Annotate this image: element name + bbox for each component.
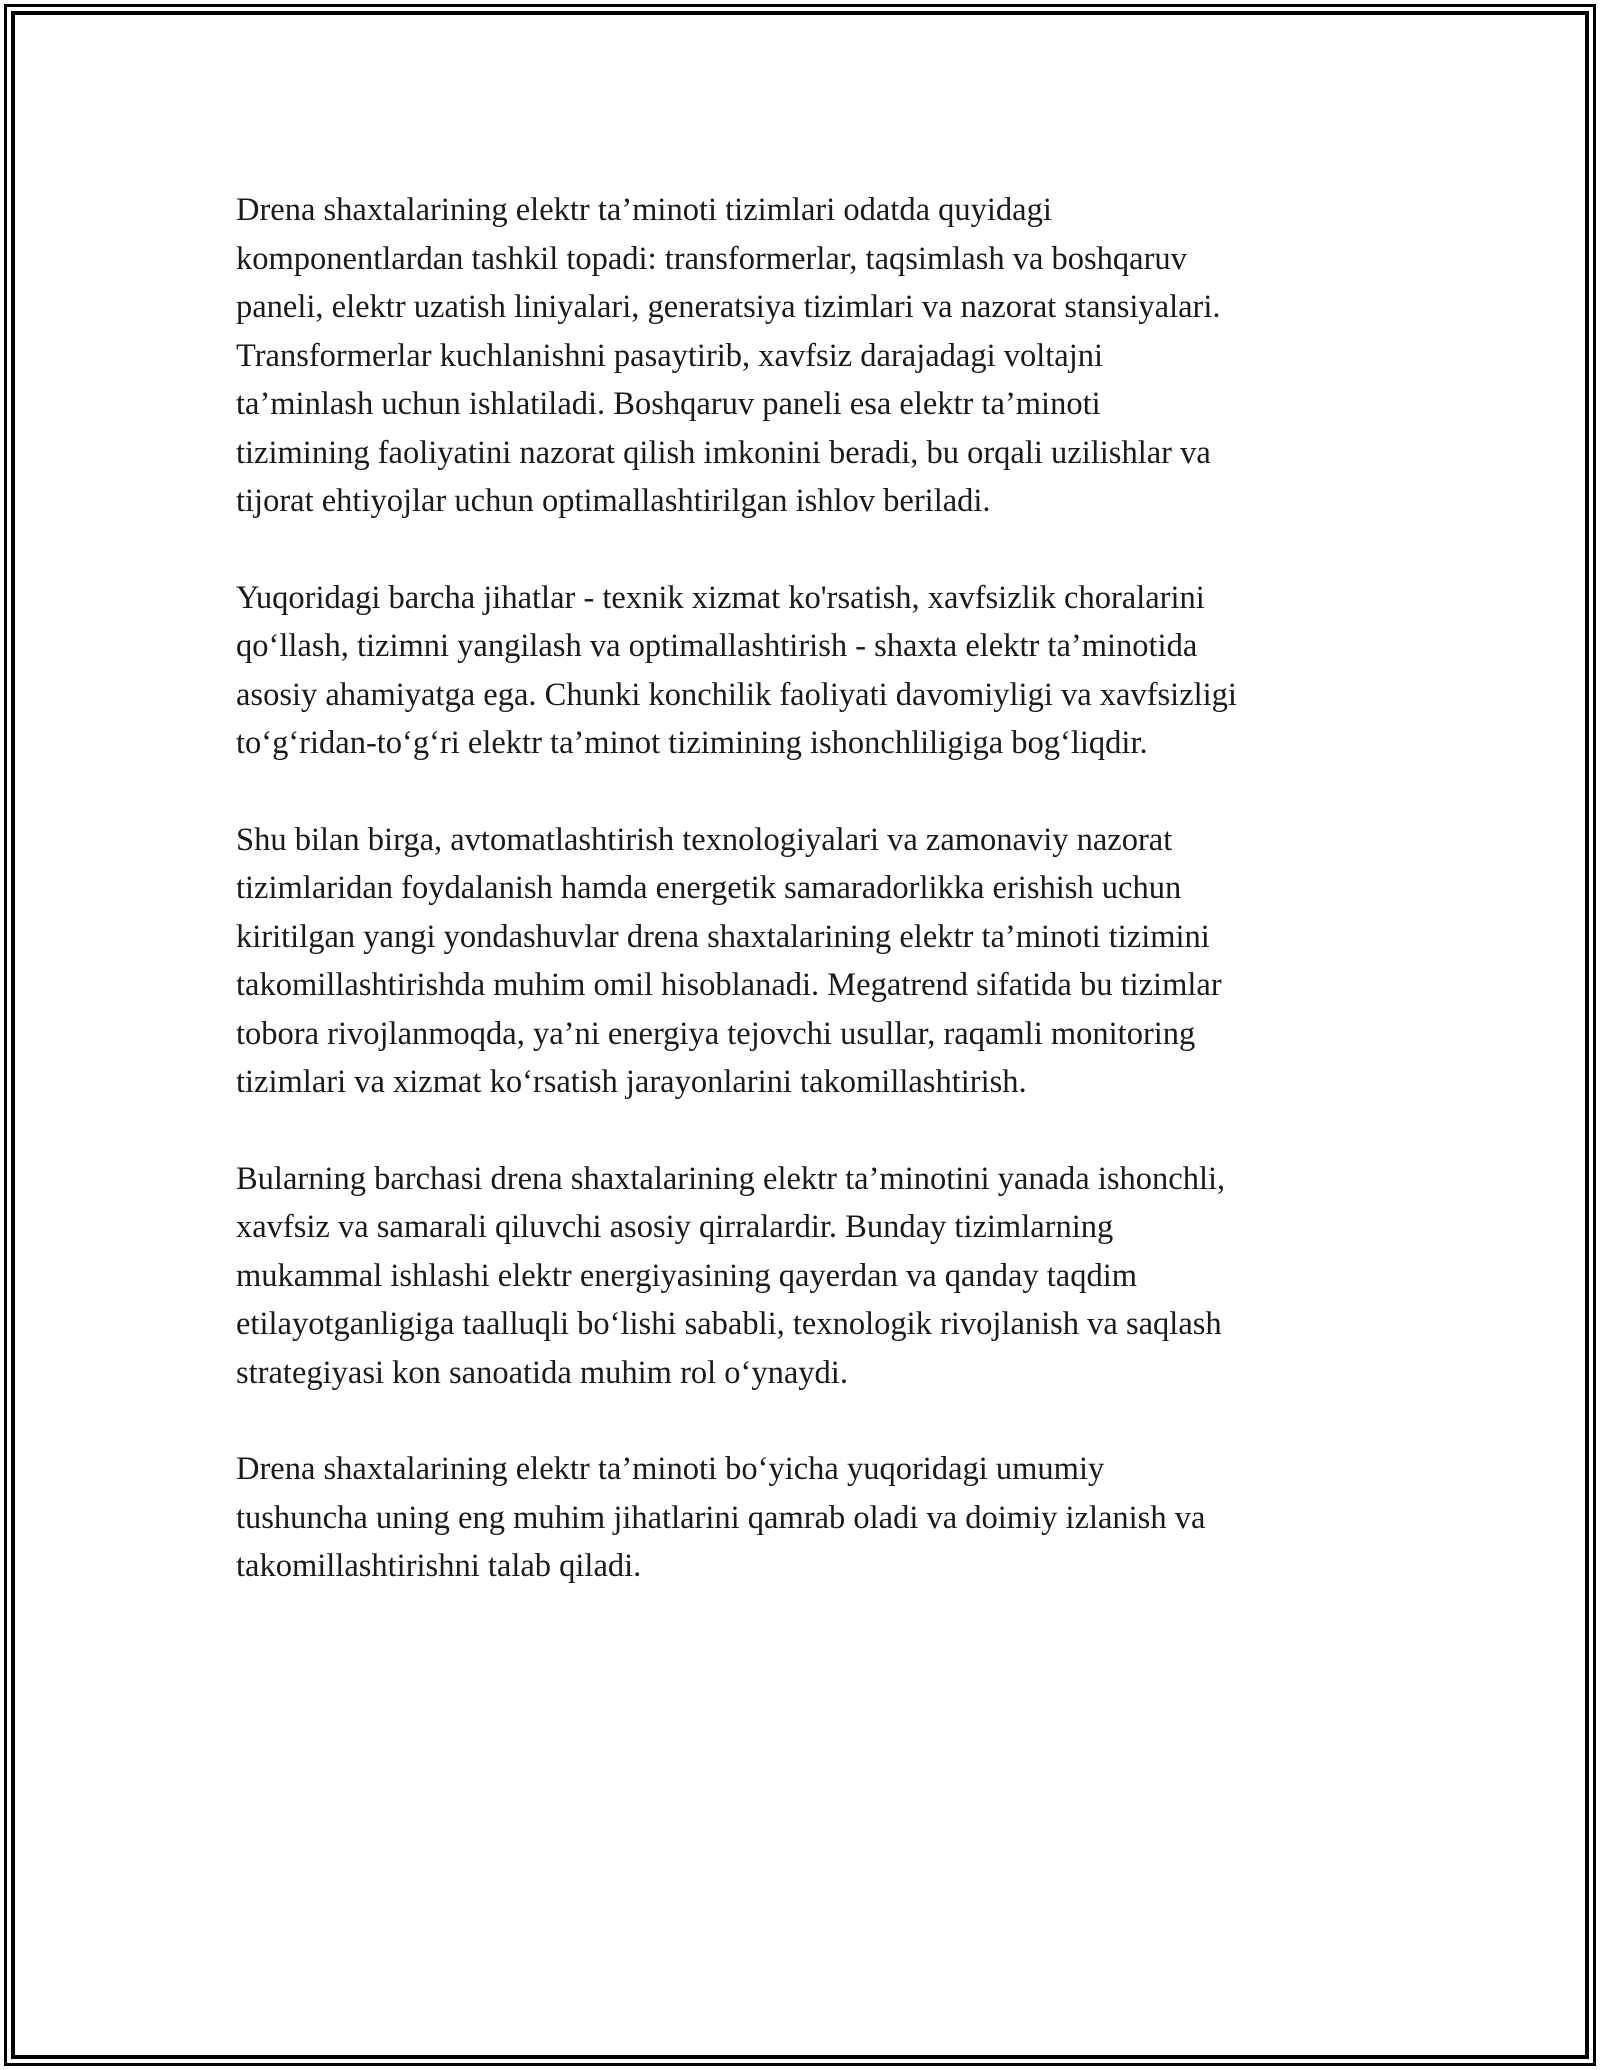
paragraph-3: Shu bilan birga, avtomatlashtirish texnologiyalari va zamonaviy nazorat tizimlaridan foydalanish hamda energetik samaradorlikka erishish uchun kiritilgan yangi yondashuvlar drena shaxtalarining elektr ta’minoti tizimini takomillashtirishda muhim omil hisoblanadi. Megatrend sifatida bu tizimlar tobora rivojlanmoqda, ya’ni energiya tejovchi usullar, raqamli monitoring tizimlari va xizmat ko‘rsatish jarayonlarini takomillashtirish. (236, 821, 1222, 1100)
document-body (236, 186, 1386, 1639)
paragraph-1: Drena shaxtalarining elektr ta’minoti tizimlari odatda quyidagi komponentlardan tashkil topadi: transformerlar, taqsimlash va boshqaruv paneli, elektr uzatish liniyalari, generatsiya tizimlari va nazorat stansiyalari. Transformerlar kuchlanishni pasaytirib, xavfsiz darajadagi voltajni ta’minlash uchun ishlatiladi. Boshqaruv paneli esa elektr ta’minoti tizimining faoliyatini nazorat qilish imkonini beradi, bu orqali uzilishlar va tijorat ehtiyojlar uchun optimallashtirilgan ishlov beriladi. (236, 192, 1221, 519)
paragraph-5: Drena shaxtalarining elektr ta’minoti bo‘yicha yuqoridagi umumiy tushuncha uning eng muhim jihatlarini qamrab oladi va doimiy izlanish va takomillashtirishni talab qiladi. (236, 1451, 1206, 1584)
paragraph-4: Bularning barchasi drena shaxtalarining elektr ta’minotini yanada ishonchli, xavfsiz va samarali qiluvchi asosiy qirralardir. Bunday tizimlarning mukammal ishlashi elektr energiyasining qayerdan va qanday taqdim etilayotganligiga taalluqli bo‘lishi sababli, texnologik rivojlanish va saqlash strategiyasi kon sanoatida muhim rol o‘ynaydi. (236, 1160, 1226, 1391)
paragraph-2: Yuqoridagi barcha jihatlar - texnik xizmat ko'rsatish, xavfsizlik choralarini qo‘llash, tizimni yangilash va optimallashtirish - shaxta elektr ta’minotida asosiy ahamiyatga ega. Chunki konchilik faoliyati davomiyligi va xavfsizligi to‘g‘ridan-to‘g‘ri elektr ta’minot tizimining ishonchliligiga bog‘liqdir. (236, 579, 1237, 761)
